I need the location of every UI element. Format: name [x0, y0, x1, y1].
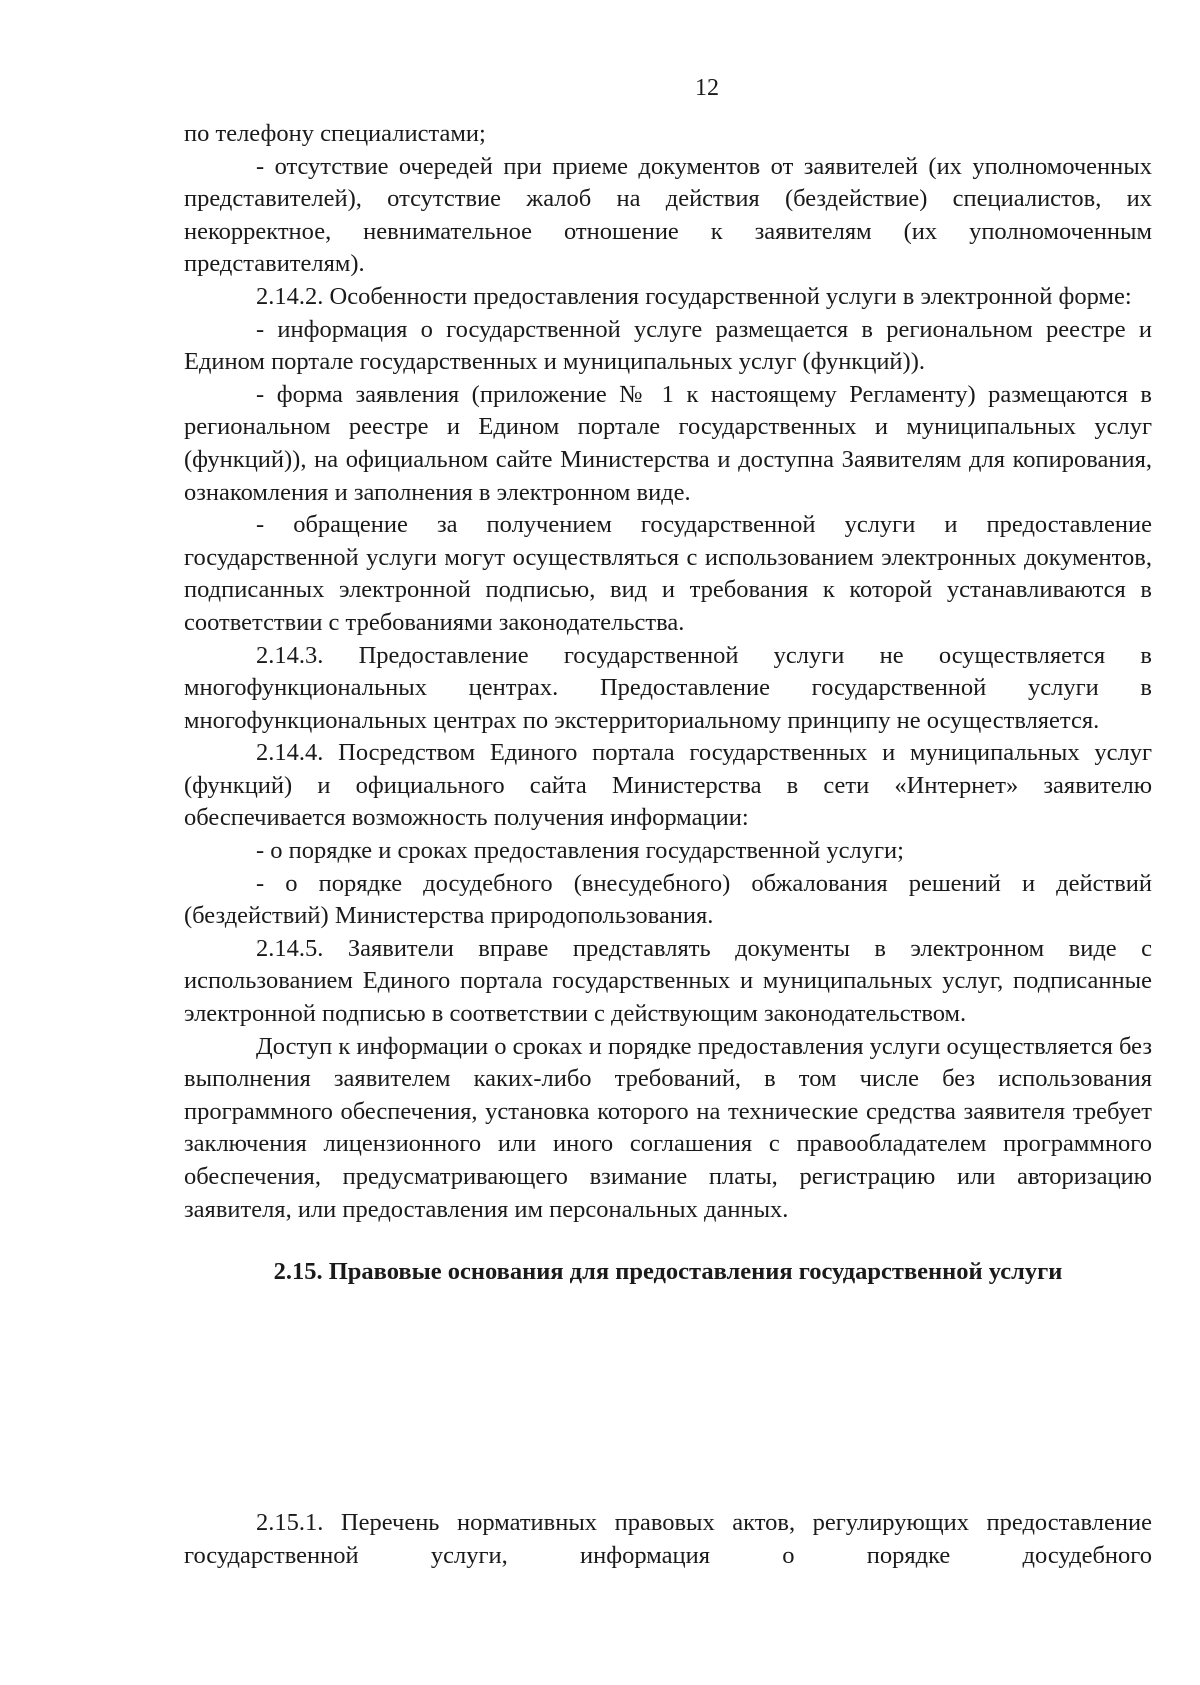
- paragraph-2-14-3: 2.14.3. Предоставление государственной услуги не осуществляется в многофункциональных центрах. Предоставление государственной услуги в многофункциональных центрах по экстерриториальному принципу не осуществляется.: [184, 641, 1152, 734]
- paragraph-continuation: по телефону специалистами;: [184, 120, 486, 147]
- paragraph-2-14-2: 2.14.2. Особенности предоставления государственной услуги в электронной форме:: [256, 282, 1132, 310]
- paragraph-application-form: - форма заявления (приложение № 1 к настоящему Регламенту) размещаются в региональном реестре и Едином портале государственных и муниципальных услуг (функций)), на официальном сайте Министерства и доступна Заявителям для копирования, ознакомления и заполнения в электронном виде.: [184, 380, 1152, 506]
- document-body: [184, 118, 1152, 1289]
- paragraph-2-14-5: 2.14.5. Заявители вправе представлять документы в электронном виде с использованием Единого портала государственных и муниципальных услуг, подписанные электронной подписью в соответствии с действующим законодательством.: [184, 934, 1152, 1028]
- document-body-continued: [184, 1507, 1152, 1572]
- paragraph-2-14-4: 2.14.4. Посредством Единого портала государственных и муниципальных услуг (функций) и официального сайта Министерства в сети «Интернет» заявителю обеспечивается возможность получения информации:: [184, 739, 1152, 832]
- paragraph-appeal-procedure: - о порядке досудебного (внесудебного) обжалования решений и действий (бездействий) Министерства природопользования.: [184, 869, 1152, 930]
- paragraph-no-queues: - отсутствие очередей при приеме документов от заявителей (их уполномоченных представителей), отсутствие жалоб на действия (бездействие) специалистов, их некорректное, невнимательное отношение к заявителям (их уполномоченным представителям).: [184, 152, 1152, 278]
- paragraph-electronic-documents: - обращение за получением государственной услуги и предоставление государственной услуги могут осуществляться с использованием электронных документов, подписанных электронной подписью, вид и требования к которой устанавливаются в соответствии с требованиями законодательства.: [184, 511, 1152, 636]
- spacer: [184, 1226, 1152, 1256]
- paragraph-access-info: Доступ к информации о сроках и порядке предоставления услуги осуществляется без выполнения заявителем каких-либо требований, в том числе без использования программного обеспечения, установка которого на технические средства заявителя требует заключения лицензионного или иного соглашения с правообладателем программного обеспечения, предусматривающего взимание платы, регистрацию или авторизацию заявителя, или предоставления им персональных данных.: [184, 1032, 1152, 1223]
- paragraph-procedure-terms: - о порядке и сроках предоставления государственной услуги;: [256, 837, 904, 865]
- page-number: 12: [695, 75, 719, 101]
- paragraph-info-registry: - информация о государственной услуге размещается в региональном реестре и Едином портале государственных и муниципальных услуг (функций)).: [184, 315, 1152, 376]
- section-heading: 2.15. Правовые основания для предоставления государственной услуги: [273, 1258, 1063, 1286]
- paragraph-2-15-1: 2.15.1. Перечень нормативных правовых актов, регулирующих предоставление государственной услуги, информация о порядке досудебного: [184, 1509, 1152, 1569]
